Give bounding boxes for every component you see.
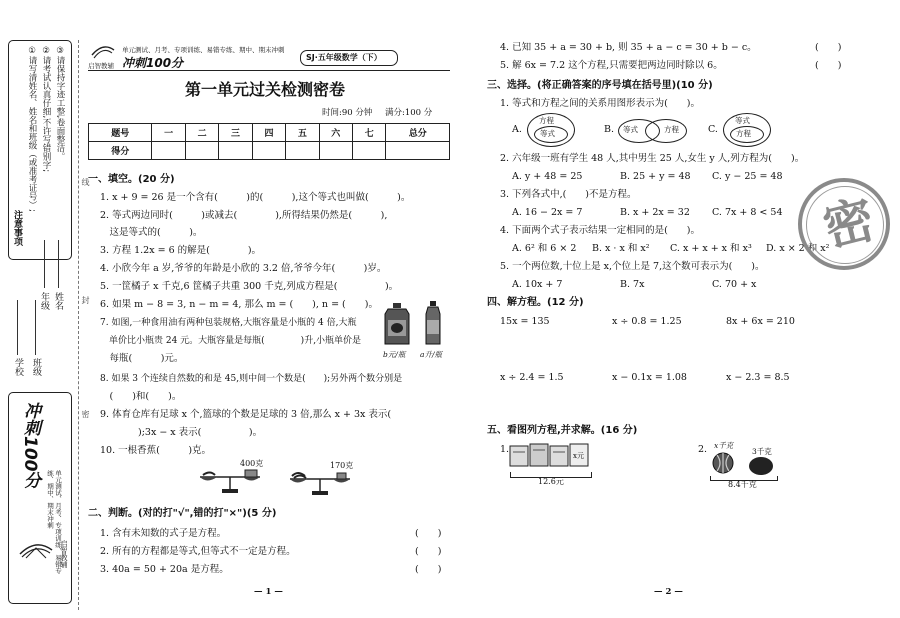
score-cell: 三 [219,124,252,142]
s4-eq-1: 15x = 135 [500,316,550,327]
header-tagline: 单元测试、月考、专项训练、易错专练、期中、期末冲刺 [122,46,285,54]
s4-eq-6: x − 2.3 = 8.5 [726,372,790,383]
s3-q4: 4. 下面两个式子表示结果一定相同的是( )。 [500,225,700,236]
s1-item-2: 2. 等式两边同时( )或减去( ),所得结果仍然是( ), [100,210,388,221]
s3-q2-opt-c[interactable]: C. y − 25 = 48 [712,171,783,182]
score-table-header [89,124,450,142]
s1-item-5: 5. 一筐橘子 x 千克,6 筐橘子共重 300 千克,列成方程是( )。 [100,281,399,292]
score-cell: 总分 [386,124,450,142]
note-2: ②请考试认真仔细,不许写错别字; [41,46,51,173]
s4-eq-3: 8x + 6x = 210 [726,316,795,327]
s3-q5-opt-c[interactable]: C. 70 + x [712,279,757,290]
s3-q5-opt-a[interactable]: A. 10x + 7 [512,279,563,290]
page-number-2: — 2 — [654,587,683,597]
section5-heading: 五、看图列方程,并求解。(16 分) [487,425,638,436]
seal-char-2: 密 [81,410,90,418]
venn-c-inner-label: 方程 [736,129,751,138]
balance-scale-2-icon [285,470,355,496]
s3-q4-opt-a[interactable]: A. 6² 和 6 × 2 [512,243,577,254]
sidebar-desc: 单元测试、月考、专项训练、易错专练、期中、期末冲刺 [46,470,62,574]
s1-item-9b: );3x − x 表示( )。 [100,427,263,438]
section2-heading: 二、判断。(对的打"√",错的打"×")(5 分) [88,508,277,519]
venn-c-outer-label: 等式 [735,116,750,125]
score-cell: 二 [185,124,218,142]
s1-item-1: 1. x + 9 = 26 是一个含有( )的( ),这个等式也叫做( )。 [100,192,411,203]
note-3: ③请保持字迹工整,卷面整洁。 [55,46,65,161]
score-input-cell[interactable] [152,142,185,160]
big-bottle-label: b元/瓶 [383,350,406,359]
sidebar-brand: 冲刺100分 [20,402,40,489]
score-cell: 六 [319,124,352,142]
watermelon-small-icon [712,452,734,474]
s2-item-2: 2. 所有的方程都是等式,但等式不一定是方程。 [100,546,296,557]
s3-q3-opt-a[interactable]: A. 16 − 2x = 7 [512,207,583,218]
scale-label-1: 400克 [240,459,264,468]
secret-stamp-text: 密 [817,189,881,259]
r-item-5: 5. 解 6x = 7.2 这个方程,只需要把两边同时除以 6。 [500,60,723,71]
secret-stamp [798,178,890,270]
melon-total: 8.4千克 [728,480,757,489]
s2-item-1: 1. 含有未知数的式子是方程。 [100,528,227,539]
venn-b-left-label: 等式 [623,125,638,134]
exam-time: 时间:90 分钟 [322,108,373,118]
s5-q1-num: 1. [500,444,510,455]
class-label: 班级 [31,358,41,376]
s2-answer-3[interactable]: ( ) [415,564,442,575]
school-line [17,300,18,355]
s2-answer-2[interactable]: ( ) [415,546,442,557]
s3-q3-opt-b[interactable]: B. x + 2x = 32 [620,207,690,218]
score-input-cell[interactable] [219,142,252,160]
small-oil-bottle-icon [424,300,442,346]
sidebar-logo-icon [16,536,56,560]
r-answer-4[interactable]: ( ) [815,42,842,53]
venn-b-right-label: 方程 [664,125,679,134]
cut-line [78,40,79,610]
sidebar-brand-box [8,392,72,604]
header-brand: 冲刺100分 [122,56,184,70]
s3-q4-opt-c[interactable]: C. x + x + x 和 x³ [670,243,752,254]
s4-eq-4: x ÷ 2.4 = 1.5 [500,372,564,383]
score-table-row [89,142,450,160]
score-input-cell[interactable] [286,142,319,160]
s3-q2-opt-a[interactable]: A. y + 48 = 25 [512,171,583,182]
score-input-cell[interactable] [252,142,285,160]
publisher-logo-icon [90,40,116,60]
s3-q4-opt-b[interactable]: B. x · x 和 x² [592,243,650,254]
s1-item-7c: 每瓶( )元。 [100,353,184,364]
scale-label-2: 170克 [330,461,354,470]
left-sidebar [0,0,80,618]
small-bottle-label: a升/瓶 [420,350,442,359]
note-1: ①请写清姓名、姓名和班级（或准考证号）; [27,46,37,212]
venn-a-outer-label: 方程 [539,116,554,125]
s4-eq-5: x − 0.1x = 1.08 [612,372,687,383]
melon-label-1: x千克 [714,441,734,450]
s1-item-2b: 这是等式的( )。 [100,227,203,238]
s3-q4-opt-d[interactable]: D. x × 2 和 x² [766,243,830,254]
name-label: 姓名 [53,292,63,310]
s5-q2-num: 2. [698,444,708,455]
header-badge-text: SJ·五年级数学（下） [306,53,382,62]
s1-item-3: 3. 方程 1.2x = 6 的解是( )。 [100,245,262,256]
sidebar-publisher: 启智教辅 [60,540,68,568]
s1-item-7b: 单价比小瓶贵 24 元。大瓶容量是每瓶( )升,小瓶单价是 [100,336,362,346]
venn-a-inner-label: 等式 [540,129,555,138]
watermelon-large-icon [748,456,774,476]
s1-item-8b: ( )和( )。 [100,391,182,402]
school-label: 学校 [13,358,23,376]
s2-item-3: 3. 40a = 50 + 20a 是方程。 [100,564,229,575]
class-line [35,300,36,355]
grade-label: 年级 [39,292,49,310]
score-input-cell[interactable] [386,142,450,160]
page-title: 第一单元过关检测密卷 [185,80,346,99]
s1-item-7: 7. 如图,一种食用油有两种包装规格,大瓶容量是小瓶的 4 倍,大瓶 [100,318,357,328]
score-cell: 一 [152,124,185,142]
s3-q5-opt-b[interactable]: B. 7x [620,279,645,290]
score-cell: 五 [286,124,319,142]
score-cell: 四 [252,124,285,142]
header-publisher: 启智教辅 [88,62,114,70]
s1-item-6: 6. 如果 m − 8 = 3, n − m = 4, 那么 m = ( ), n = ( )。 [100,299,378,310]
cut-line-label: 线 [81,178,90,186]
score-input-cell[interactable] [319,142,352,160]
s3-q2-opt-b[interactable]: B. 25 + y = 48 [620,171,691,182]
s1-item-4: 4. 小欣今年 a 岁,爷爷的年龄是小欣的 3.2 倍,爷爷今年( )岁。 [100,263,387,274]
score-cell: 题号 [89,124,152,142]
r-answer-5[interactable]: ( ) [815,60,842,71]
score-input-cell[interactable] [353,142,386,160]
header-badge [300,50,398,66]
page-number-1: — 1 — [254,587,283,597]
book-price-label: x元 [573,452,584,460]
score-cell: 七 [353,124,386,142]
s1-item-8: 8. 如果 3 个连续自然数的和是 45,则中间一个数是( );另外两个数分别是 [100,374,403,384]
melon-label-2: 3千克 [752,447,772,456]
s3-q3: 3. 下列各式中,( )不是方程。 [500,189,637,200]
book-total: 12.6元 [538,477,564,486]
s1-item-9: 9. 体育仓库有足球 x 个,篮球的个数是足球的 3 倍,那么 x + 3x 表示( [100,409,392,420]
header-rule [88,70,450,71]
s3-q1-a-letter[interactable]: A. [512,124,522,135]
big-oil-bottle-icon [382,302,412,346]
exam-score: 满分:100 分 [385,108,433,118]
section4-heading: 四、解方程。(12 分) [487,297,584,308]
s3-q5: 5. 一个两位数,十位上是 x,个位上是 7,这个数可表示为( )。 [500,261,765,272]
section1-heading: 一、填空。(20 分) [88,174,175,185]
name-line [58,240,59,288]
seal-char-1: 封 [81,296,90,304]
r-item-4: 4. 已知 35 + a = 30 + b, 则 35 + a − c = 30 + b − c。 [500,42,757,53]
section3-heading: 三、选择。(将正确答案的序号填在括号里)(10 分) [487,80,713,91]
s3-q2: 2. 六年级一班有学生 48 人,其中男生 25 人,女生 y 人,列方程为( )。 [500,153,805,164]
s1-item-10: 10. 一根香蕉( )克。 [100,445,212,456]
notes-label: 注意事项 [12,210,22,246]
s3-q1-c-letter[interactable]: C. [708,124,718,135]
s2-answer-1[interactable]: ( ) [415,528,442,539]
balance-scale-1-icon [195,468,265,494]
s4-eq-2: x ÷ 0.8 = 1.25 [612,316,682,327]
score-input-cell[interactable] [185,142,218,160]
grade-line [44,240,45,288]
s3-q1: 1. 等式和方程之间的关系用图形表示为( )。 [500,98,700,109]
score-table [88,123,450,160]
s3-q1-b-letter[interactable]: B. [604,124,615,135]
score-cell: 得分 [89,142,152,160]
s3-q3-opt-c[interactable]: C. 7x + 8 < 54 [712,207,783,218]
